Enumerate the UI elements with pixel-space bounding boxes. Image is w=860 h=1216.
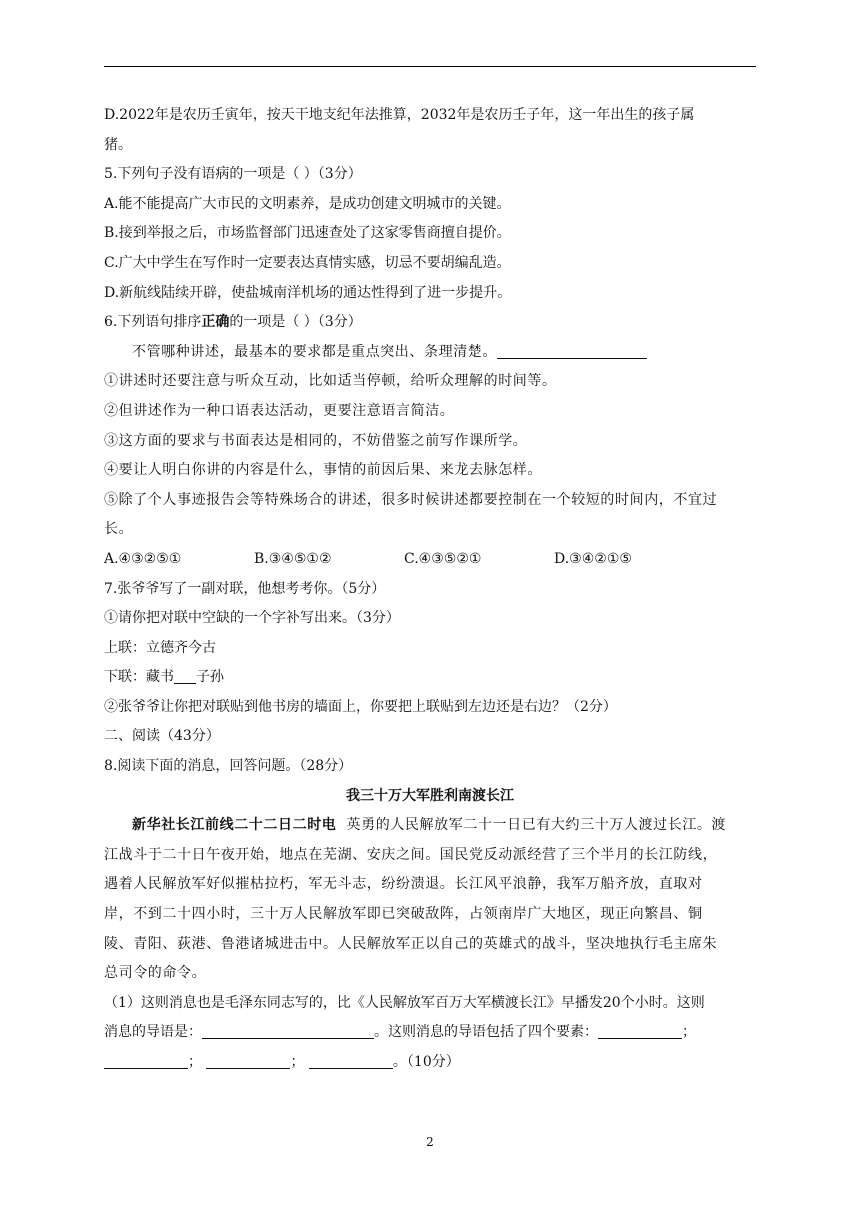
q6-lead-text: 不管哪种讲述，最基本的要求都是重点突出、条理清楚。 xyxy=(132,343,497,360)
q6-stem-pre: 6.下列语句排序 xyxy=(104,314,202,331)
q7-upper-label: 上联： xyxy=(104,639,146,656)
separator: ； xyxy=(290,1054,305,1070)
q7-lower-couplet xyxy=(104,663,756,693)
q6-lead xyxy=(104,338,756,368)
page-number: 2 xyxy=(426,1135,434,1149)
q5-option-d: D.新航线陆续开辟，使盐城南洋机场的通达性得到了进一步提升。 xyxy=(104,284,512,301)
article-paragraph-line6: 总司令的命令。 xyxy=(104,965,207,982)
q4-option-d-line1: D.2022年是农历壬寅年，按天干地支纪年法推算，2032年是农历壬子年，这一年出生的孩子属 xyxy=(104,107,695,123)
separator: ； xyxy=(682,1024,696,1041)
q6-sentence-4: ④要让人明白你讲的内容是什么，事情的前因后果、来龙去脉怎样。 xyxy=(104,462,542,479)
q8-sub1-line3 xyxy=(104,1048,756,1078)
q6-stem xyxy=(104,308,756,338)
q6-sentence-5-line1: ⑤除了个人事迹报告会等特殊场合的讲述，很多时候讲述都要控制在一个较短的时间内，不宜过 xyxy=(104,491,718,508)
q6-option-a: A.④③②⑤① xyxy=(104,550,182,567)
article-title: 我三十万大军胜利南渡长江 xyxy=(346,787,514,804)
q6-stem-emphasis: 正确 xyxy=(201,314,230,331)
q5-option-a: A.能不能提高广大市民的文明素养，是成功创建文明城市的关键。 xyxy=(104,195,511,212)
q8-sub1-pre: 消息的导语是： xyxy=(104,1024,202,1041)
article-dateline: 新华社长江前线二十二日二时电 xyxy=(132,817,337,834)
article-paragraph-line3: 遇着人民解放军好似摧枯拉朽，军无斗志，纷纷溃退。长江风平浪静，我军万船齐放，直取对 xyxy=(104,876,703,893)
q8-sub1-mid: 。这则消息的导语包括了四个要素： xyxy=(374,1024,598,1041)
q8-sub1-line1: （1）这则消息也是毛泽东同志写的，比《人民解放军百万大军横渡长江》早播发20个小时。这则 xyxy=(104,994,705,1011)
q6-sentence-1: ①讲述时还要注意与听众互动，比如适当停顿，给听众理解的时间等。 xyxy=(104,373,557,390)
answer-blank[interactable] xyxy=(206,1052,290,1069)
q6-option-d: D.③④②①⑤ xyxy=(554,550,632,567)
q7-sub2: ②张爷爷让你把对联贴到他书房的墙面上，你要把上联贴到左边还是右边？（2分） xyxy=(104,698,617,715)
q6-options xyxy=(104,545,756,575)
q6-stem-post: 的一项是（ ）（3分） xyxy=(229,314,362,331)
q8-sub1-line2 xyxy=(104,1018,756,1048)
article-paragraph-line2: 江战斗于二十日午夜开始，地点在芜湖、安庆之间。国民党反动派经营了三个半月的长江防线， xyxy=(104,846,718,863)
q8-sub1-end: 。（10分） xyxy=(392,1054,460,1070)
q5-option-c: C.广大中学生在写作时一定要表达真情实感，切忌不要胡编乱造。 xyxy=(104,254,511,271)
q7-lower-pre: 藏书 xyxy=(146,669,174,686)
answer-blank[interactable] xyxy=(309,1052,393,1069)
q7-upper-text: 立德齐今古 xyxy=(146,639,216,656)
q8-stem: 8.阅读下面的消息，回答问题。（28分） xyxy=(104,758,353,775)
answer-blank[interactable] xyxy=(497,342,647,359)
article-paragraph-line4: 岸，不到二十四小时，三十万人民解放军即已突破敌阵，占领南岸广大地区，现正向繁昌、铜 xyxy=(104,906,703,923)
q7-sub1: ①请你把对联中空缺的一个字补写出来。（3分） xyxy=(104,610,400,627)
q6-sentence-3: ③这方面的要求与书面表达是相同的，不妨借鉴之前写作课所学。 xyxy=(104,432,528,449)
answer-blank[interactable] xyxy=(202,1022,374,1039)
q6-sentence-2: ②但讲述作为一种口语表达活动，更要注意语言简洁。 xyxy=(104,402,455,419)
article-paragraph-line1 xyxy=(104,811,756,841)
page-content xyxy=(104,101,756,1078)
q6-option-b: B.③④⑤①② xyxy=(254,550,332,567)
separator: ； xyxy=(188,1054,202,1070)
q5-option-b: B.接到举报之后，市场监督部门迅速查处了这家零售商擅自提价。 xyxy=(104,225,511,242)
answer-blank[interactable] xyxy=(104,1052,188,1069)
header-rule xyxy=(104,66,756,67)
section-heading: 二、阅读（43分） xyxy=(104,728,220,745)
article-paragraph-line5: 陵、青阳、荻港、鲁港诸城进击中。人民解放军正以自己的英雄式的战斗，坚决地执行毛主席朱 xyxy=(104,935,718,952)
q7-lower-post: 子孙 xyxy=(196,669,224,686)
q6-option-c: C.④③⑤②① xyxy=(404,550,482,567)
q7-stem: 7.张爷爷写了一副对联，他想考考你。（5分） xyxy=(104,580,386,597)
q5-stem: 5.下列句子没有语病的一项是（ ）（3分） xyxy=(104,166,362,183)
q6-sentence-5-line2: 长。 xyxy=(104,521,134,538)
q4-option-d-line2: 猪。 xyxy=(104,136,132,153)
article-text: 英勇的人民解放军二十一日已有大约三十万人渡过长江。渡 xyxy=(346,817,727,834)
answer-blank[interactable] xyxy=(174,667,196,684)
answer-blank[interactable] xyxy=(598,1022,682,1039)
q7-lower-label: 下联： xyxy=(104,669,146,686)
q7-upper-couplet xyxy=(104,634,756,664)
